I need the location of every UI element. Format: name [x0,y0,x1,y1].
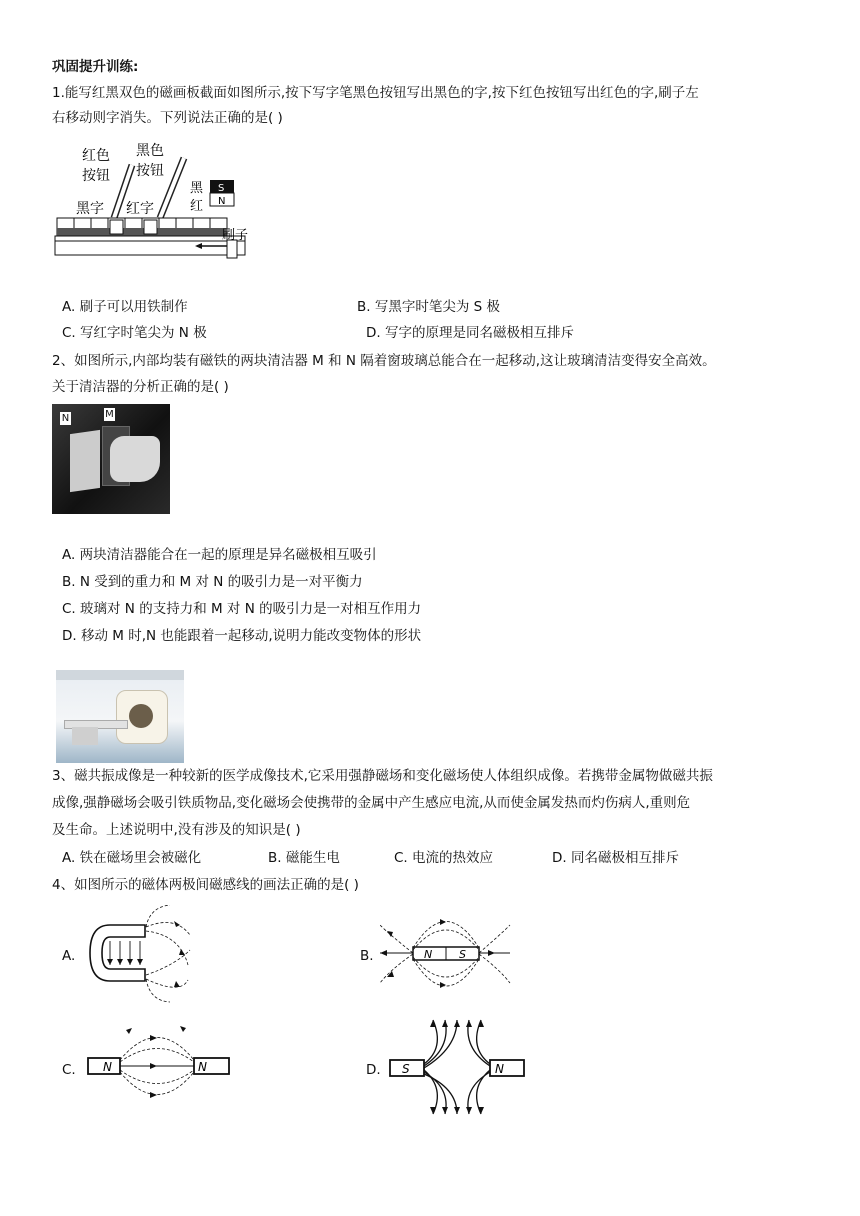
c-pole-left: N [103,1060,112,1074]
black-button-label2: 按钮 [136,163,164,179]
section-title: 巩固提升训练: [52,59,139,75]
red-char-label: 红字 [126,201,154,217]
hand [110,436,160,482]
legend-black: 黑 [190,181,204,196]
b-pole-s: S [459,948,466,961]
q2-option-b[interactable]: B. N 受到的重力和 M 对 N 的吸引力是一对平衡力 [62,574,363,590]
q1-option-b[interactable]: B. 写黑字时笔尖为 S 极 [357,299,500,315]
q4-option-c[interactable]: C. [62,1062,76,1078]
q4-figure-c-two-magnets [86,1020,231,1110]
q4-option-a[interactable]: A. [62,948,76,964]
q3-option-d[interactable]: D. 同名磁极相互排斥 [552,850,679,866]
q2-stem-line1: 2、如图所示,内部均装有磁铁的两块清洁器 M 和 N 隔着窗玻璃总能合在一起移动,这让玻璃清洁变得安全高效。 [52,353,716,369]
q4-option-d[interactable]: D. [366,1062,381,1078]
label-n: N [61,413,70,424]
d-pole-left: S [402,1062,410,1076]
q2-option-a[interactable]: A. 两块清洁器能合在一起的原理是异名磁极相互吸引 [62,547,377,563]
legend-box [190,180,234,214]
q3-option-a[interactable]: A. 铁在磁场里会被磁化 [62,850,202,866]
q2-option-d[interactable]: D. 移动 M 时,N 也能跟着一起移动,说明力能改变物体的形状 [62,628,422,644]
legend-red: 红 [190,199,204,214]
legend-pole-s: S [218,183,225,194]
q4-figure-a-u-magnet [80,905,195,1003]
q3-mri-photo [56,670,184,763]
label-m: M [105,409,114,420]
black-char-label: 黑字 [76,201,104,217]
q2-window-cleaner-photo [52,404,170,514]
q1-stem-line2: 右移动则字消失。下列说法正确的是( ) [52,110,283,126]
q1-option-d[interactable]: D. 写字的原理是同名磁极相互排斥 [366,325,574,341]
mri-bore [129,704,153,728]
q4-stem: 4、如图所示的磁体两极间磁感线的画法正确的是( ) [52,877,359,893]
q1-option-a[interactable]: A. 刷子可以用铁制作 [62,299,188,315]
q2-stem-line2: 关于清洁器的分析正确的是( ) [52,379,229,395]
q1-stem-line1: 1.能写红黑双色的磁画板截面如图所示,按下写字笔黑色按钮写出黑色的字,按下红色按钮写出红色的字,刷子左 [52,85,699,101]
q2-option-c[interactable]: C. 玻璃对 N 的支持力和 M 对 N 的吸引力是一对相互作用力 [62,601,422,617]
q4-figure-b-bar-magnet [375,905,515,1000]
d-pole-right: N [495,1062,504,1076]
q4-figure-d-two-magnets [385,1018,530,1116]
red-button-label2: 按钮 [82,168,110,184]
q1-option-c[interactable]: C. 写红字时笔尖为 N 极 [62,325,207,341]
q4-option-b[interactable]: B. [360,948,374,964]
brush-label: 刷子 [222,228,249,243]
q1-magnetic-board-figure [52,140,252,265]
q3-stem-line1: 3、磁共振成像是一种较新的医学成像技术,它采用强静磁场和变化磁场使人体组织成像。若携带金属物做磁共振 [52,768,713,784]
q3-stem-line2: 成像,强静磁场会吸引铁质物品,变化磁场会使携带的金属中产生感应电流,从而使金属发热而灼伤病人,重则危 [52,795,691,811]
b-pole-n: N [424,948,433,961]
q3-stem-line3: 及生命。上述说明中,没有涉及的知识是( ) [52,822,301,838]
legend-pole-n: N [218,196,226,207]
black-button-label: 黑色 [136,143,164,159]
cleaner-n [70,430,100,492]
q3-option-b[interactable]: B. 磁能生电 [268,850,340,866]
c-pole-right: N [198,1060,207,1074]
q3-option-c[interactable]: C. 电流的热效应 [394,850,494,866]
red-button-label: 红色 [82,148,110,164]
